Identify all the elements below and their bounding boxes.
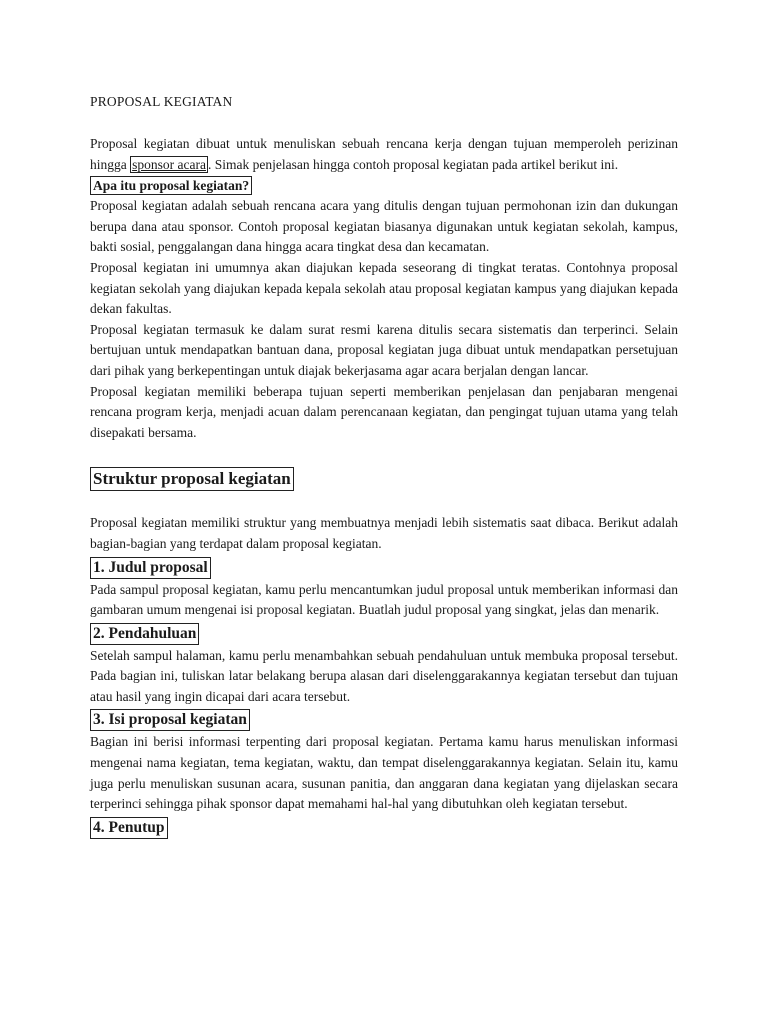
section-text-isi: Bagian ini berisi informasi terpenting dari proposal kegiatan. Pertama kamu harus menuliskan informasi mengenai nama kegiatan, tema kegiatan, waktu, dan tempat diselenggarakannya kegiatan. Selain itu, kamu juga perlu menuliskan susunan acara, susunan panitia, dan anggaran dana kegiatan yang dijelaskan secara terperinci sehingga pihak sponsor dapat memahami hal-hal yang dibutuhkan oleh kegiatan tersebut. bbox=[90, 734, 678, 812]
intro-paragraph bbox=[90, 134, 678, 175]
section-text-judul: Pada sampul proposal kegiatan, kamu perlu mencantumkan judul proposal untuk memberikan informasi dan gambaran umum mengenai isi proposal kegiatan. Buatlah judul proposal yang singkat, jelas dan menarik. bbox=[90, 581, 678, 618]
structure-heading: Struktur proposal kegiatan bbox=[90, 467, 294, 491]
document-title: PROPOSAL KEGIATAN bbox=[90, 94, 233, 109]
section-heading-pendahuluan: 2. Pendahuluan bbox=[90, 623, 199, 645]
question-paragraph: Proposal kegiatan ini umumnya akan diajukan kepada seseorang di tingkat teratas. Contohnya proposal kegiatan sekolah yang diajukan kepada kepala sekolah atau proposal kegiatan kampus yang diajukan kepada dekan fakultas. bbox=[90, 259, 678, 317]
question-paragraph: Proposal kegiatan termasuk ke dalam surat resmi karena ditulis secara sistematis dan terperinci. Selain bertujuan untuk mendapatkan bantuan dana, proposal kegiatan juga dibuat untuk mendapatkan persetujuan dari pihak yang berkepentingan untuk diajak bekerjasama agar acara berjalan dengan lancar. bbox=[90, 321, 678, 378]
sponsor-acara-link[interactable]: sponsor acara bbox=[132, 156, 206, 172]
spacer bbox=[90, 491, 678, 513]
section-heading-judul: 1. Judul proposal bbox=[90, 557, 211, 579]
section-heading-isi: 3. Isi proposal kegiatan bbox=[90, 709, 250, 731]
section-heading-penutup: 4. Penutup bbox=[90, 817, 168, 839]
question-paragraph: Proposal kegiatan memiliki beberapa tujuan seperti memberikan penjelasan dan penjabaran mengenai rencana program kerja, menjadi acuan dalam perencanaan kegiatan, dan pengingat tujuan utama yang telah disepakati bersama. bbox=[90, 383, 678, 440]
spacer bbox=[90, 443, 678, 467]
document-page bbox=[90, 92, 678, 840]
structure-intro-paragraph: Proposal kegiatan memiliki struktur yang membuatnya menjadi lebih sistematis saat dibaca. Berikut adalah bagian-bagian yang terdapat dalam proposal kegiatan. bbox=[90, 515, 678, 551]
intro-text-after: . Simak penjelasan hingga contoh proposal kegiatan pada artikel berikut ini. bbox=[207, 156, 619, 172]
intro-text-before: Proposal kegiatan dibuat untuk menuliskan sebuah rencana kerja dengan tujuan memperoleh perizinan hingga bbox=[90, 136, 678, 172]
section-text-pendahuluan: Setelah sampul halaman, kamu perlu menambahkan sebuah pendahuluan untuk membuka proposal tersebut. Pada bagian ini, tuliskan latar belakang berupa alasan dari diselenggarakannya kegiatan tersebut dan tujuan atau hasil yang ingin dicapai dari acara tersebut. bbox=[90, 647, 678, 704]
question-paragraph: Proposal kegiatan adalah sebuah rencana acara yang ditulis dengan tujuan permohonan izin dan dukungan berupa dana atau sponsor. Contoh proposal kegiatan biasanya digunakan untuk kegiatan sekolah, kampus, bakti sosial, penggalangan dana hingga acara tingkat desa dan kecamatan. bbox=[90, 198, 678, 255]
question-heading: Apa itu proposal kegiatan? bbox=[90, 176, 252, 195]
